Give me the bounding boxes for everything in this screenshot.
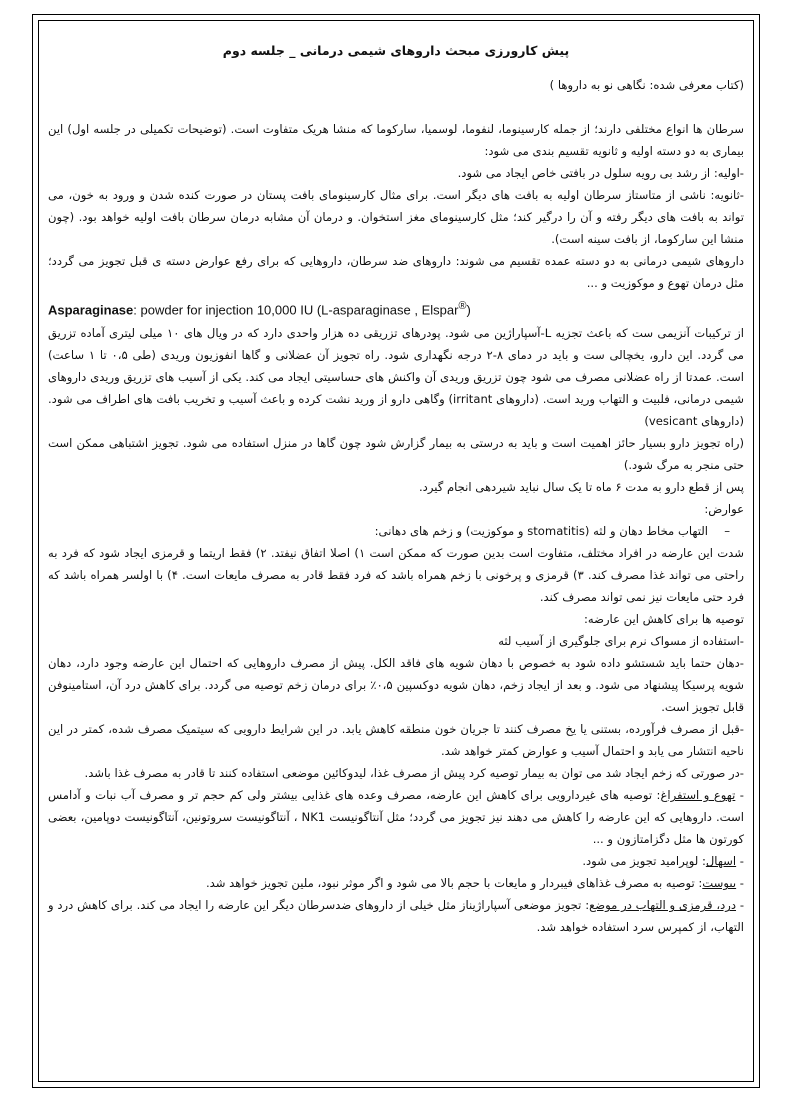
effect-local-pain — [48, 894, 744, 938]
effect-text: : توصیه های غیردارویی برای کاهش این عارضه، مصرف وعده های غذایی بیشتر ولی کم حجم تر و مصرف آب نبات و آدامس است. داروهایی که این عارضه را کاهش می دهند نیز تجویز می گردد؛ مثل آنتاگونیست NK1 ، آنتاگونیست سروتونین، آنتاگونیست دوپامین، بعضی کورتون ها مثل دگزامتازون و ... — [48, 788, 744, 847]
effect-prefix: - — [736, 854, 744, 869]
effect-label: اسهال — [705, 854, 737, 869]
effect-constipation — [48, 872, 744, 894]
side-effect-item — [48, 520, 744, 542]
recommendations-heading: توصیه ها برای کاهش این عارضه: — [583, 612, 744, 627]
side-effect-text: التهاب مخاط دهان و لثه (stomatitis و موکوزیت) و زخم های دهانی: — [374, 524, 708, 539]
drug-description: از ترکیبات آنزیمی ست که باعث تجزیه L-آسپاراژین می شود. پودرهای تزریقی ده هزار واحدی دارد که در ویال های ۱۰ میلی لیتری آماده تزریق می گردد. این دارو، یخچالی ست و باید در دمای ۸-۲ درجه نگهداری شود. راه تجویز آن عضلانی و گاها انفوزیون وریدی (طی ۰،۵ تا ۱ ساعت) است. عمدتا از راه عضلانی مصرف می شود چون تزریق وریدی آن واکنش های حساسیتی ایجاد می کند. یکی از آسیب های تزریق وریدی داروهای شیمی درمانی، فلبیت و التهاب ورید است. (داروهای irritant) وگاهی دارو از ورید نشت کرده و باعث آسیب و تخریب بافت های اطراف می شود. (داروهای vesicant) — [48, 326, 744, 429]
drug-close: ) — [466, 302, 471, 318]
effect-diarrhea — [48, 850, 744, 872]
effect-nausea — [48, 784, 744, 850]
intro-paragraph: سرطان ها انواع مختلفی دارند؛ از جمله کارسینوما، لنفوما، لوسمیا، سارکوما که منشا هریک متفاوت است. (توضیحات تکمیلی در جلسه اول) این بیماری به دو دسته اولیه و ثانویه تقسیم بندی می شود: — [48, 122, 744, 158]
effect-text: : لوپرامید تجویز می شود. — [582, 854, 706, 869]
drug-form: : powder for injection 10,000 IU (L-asparaginase , Elspar — [133, 302, 459, 318]
effect-label: درد، قرمزی و التهاب در موضع — [589, 898, 737, 913]
effect-prefix: - — [736, 876, 744, 891]
recommendation-item: -استفاده از مسواک نرم برای جلوگیری از آسیب لثه — [498, 634, 744, 649]
document-title: پیش کارورزی مبحث داروهای شیمی درمانی _ جلسه دوم — [222, 43, 570, 58]
recommendation-item: -در صورتی که زخم ایجاد شد می توان به بیمار توصیه کرد پیش از مصرف غذا، لیدوکائین موضعی استفاده کنند تا قادر به مصرف غذا باشد. — [84, 766, 744, 781]
intro-categories: داروهای شیمی درمانی به دو دسته عمده تقسیم می شوند: داروهای ضد سرطان، داروهایی که برای رفع عوارض دسته ی قبل تجویز می گردد؛ مثل درمان تهوع و موکوزیت و ... — [48, 254, 744, 290]
dash-bullet: – — [724, 524, 730, 539]
book-intro: (کتاب معرفی شده: نگاهی نو به داروها ) — [549, 78, 744, 92]
drug-name: Asparaginase — [48, 302, 134, 318]
effect-text: : تجویز موضعی آسپاراژیناز مثل خیلی از داروهای ضدسرطان دیگر این عارضه را ایجاد می کند. برای کاهش درد و التهاب، از کمپرس سرد استفاده خواهد شد. — [48, 898, 744, 935]
severity-paragraph: شدت این عارضه در افراد مختلف، متفاوت است بدین صورت که ممکن است ۱) اصلا اتفاق نیفتد. ۲) فقط اریتما و قرمزی ایجاد شود که فرد به راحتی می تواند غذا مصرف کند. ۳) قرمزی و پرخونی با زخم همراه باشد که فرد فقط قادر به مصرف مایعات است. ۴) با اولسر همراه باشد که فرد حتی مایعات نیز نمی تواند مصرف کند. — [48, 546, 744, 605]
effect-label: تهوع و استفراغ — [660, 788, 736, 803]
effect-text: : توصیه به مصرف غذاهای فیبردار و مایعات با حجم بالا می شود و اگر موثر نبود، ملین تجویز خواهد شد. — [205, 876, 703, 891]
effect-prefix: - — [736, 898, 744, 913]
recommendation-item: -قبل از مصرف فرآورده، بستنی یا یخ مصرف کنند تا جریان خون منطقه کاهش یابد. در این شرایط دارویی که سیتمیک مصرف شده، کمتر در این ناحیه انتشار می یابد و احتمال آسیب و عوارض کمتر خواهد شد. — [48, 722, 744, 759]
effect-prefix: - — [735, 788, 744, 803]
effect-label: یبوست — [702, 876, 737, 891]
intro-primary: -اولیه: از رشد بی رویه سلول در بافتی خاص ایجاد می شود. — [457, 166, 744, 180]
intro-secondary: -ثانویه: ناشی از متاستاز سرطان اولیه به بافت های دیگر است. برای مثال کارسینومای بافت پستان در صورت کنده شدن و ورود به خون، می تواند به بافت های دیگر رفته و آن را درگیر کند؛ مثل کارسینومای مغز استخوان. و درمان آن مشابه درمان سرطان بافت اولیه خواهد بود. (چون منشا این سارکوما، از بافت سینه است). — [48, 188, 744, 246]
side-effects-heading: عوارض: — [704, 502, 744, 517]
document-body — [48, 40, 744, 938]
breastfeeding-note: پس از قطع دارو به مدت ۶ ماه تا یک سال نباید شیردهی انجام گیرد. — [419, 480, 744, 495]
route-note: (راه تجویز دارو بسیار حائز اهمیت است و باید به درستی به بیمار گزارش شود چون گاها در منزل استفاده می شود. تجویز اشتباهی ممکن است حتی منجر به مرگ شود.) — [48, 436, 744, 473]
drug-heading — [48, 294, 744, 322]
recommendation-item: -دهان حتما باید شستشو داده شود به خصوص با دهان شویه های فاقد الکل. پیش از مصرف داروهایی که احتمال این عارضه وجود دارد، دهان شویه پرسیکا پیشنهاد می شود. و بعد از ایجاد زخم، دهان شویه دوکسپین ۰،۵٪ برای درمان زخم توصیه می گردد. برای کاهش درد آن، استامینوفن قابل تجویز است. — [48, 656, 745, 715]
registered-mark: ® — [458, 300, 467, 312]
spacer — [48, 96, 744, 118]
